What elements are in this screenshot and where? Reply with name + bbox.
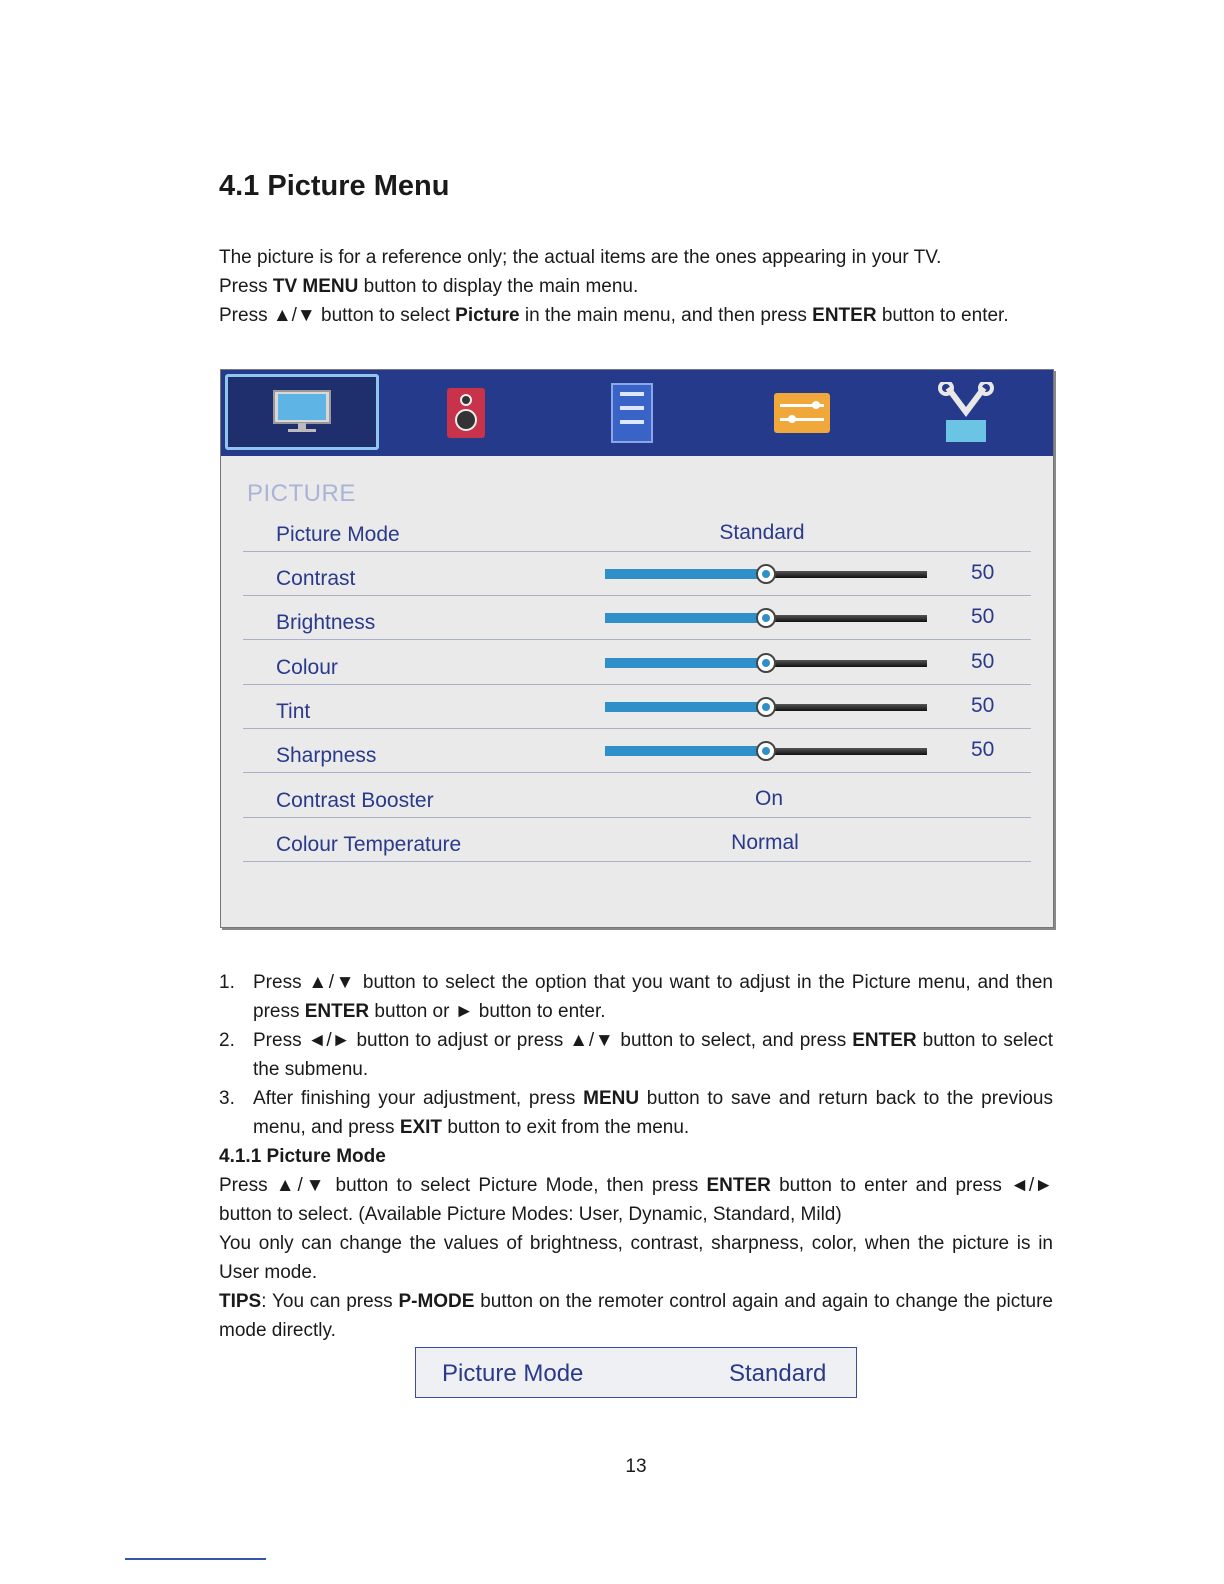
menu-row-label: Colour Temperature <box>276 833 462 856</box>
menu-row-colour[interactable] <box>243 640 1031 685</box>
menu-row-label: Brightness <box>276 611 376 634</box>
tv-menu-screenshot <box>220 369 1054 928</box>
menu-row-label: Sharpness <box>276 744 377 767</box>
step-text: button to select the submenu. <box>253 1030 1053 1080</box>
step-number: 2. <box>219 1030 235 1051</box>
intro-line-3-post: button to enter. <box>876 305 1009 326</box>
menu-row-brightness[interactable] <box>243 595 1031 640</box>
steps-list <box>219 968 1053 1142</box>
tips-pre: : You can press <box>261 1291 399 1312</box>
colour-slider[interactable] <box>605 654 927 672</box>
tips-bold: P-MODE <box>398 1291 475 1312</box>
page-title: 4.1 Picture Menu <box>219 170 450 202</box>
contrast-slider[interactable] <box>605 565 927 583</box>
step-item <box>219 1084 1053 1142</box>
step-bold: ENTER <box>852 1030 917 1051</box>
step-item <box>219 1026 1053 1084</box>
picture-tab-icon <box>271 389 333 435</box>
feature-tab[interactable] <box>727 370 877 456</box>
menu-row-number: 50 <box>971 650 995 673</box>
sharpness-slider[interactable] <box>605 742 927 760</box>
menu-row-contrast[interactable] <box>243 551 1031 596</box>
step-text: After finishing your adjustment, press <box>253 1088 584 1109</box>
menu-row-label: Colour <box>276 656 338 679</box>
slider-knob[interactable] <box>756 564 776 584</box>
slider-fill <box>605 746 766 756</box>
step-text: button or ► button to enter. <box>369 1001 606 1022</box>
step-text: Press ◄/► button to adjust or press ▲/▼ button to select, and press <box>253 1030 853 1051</box>
sub-p1-pre: Press ▲/▼ button to select Picture Mode, then press <box>219 1175 707 1196</box>
step-item <box>219 968 1053 1026</box>
sub-p1-bold: ENTER <box>706 1175 771 1196</box>
menu-row-value: On <box>754 787 783 810</box>
step-number: 1. <box>219 972 235 993</box>
subsection-heading: 4.1.1 Picture Mode <box>219 1146 386 1167</box>
intro-line-3-mid: in the main menu, and then press <box>519 305 813 326</box>
intro-enter-bold: ENTER <box>812 305 877 326</box>
intro-picture-bold: Picture <box>455 305 520 326</box>
step-bold: ENTER <box>304 1001 370 1022</box>
sub-p2: You only can change the values of brightness, contrast, sharpness, color, when the picture is in User mode. <box>219 1233 1053 1283</box>
setup-tab-icon <box>934 382 998 444</box>
slider-knob[interactable] <box>756 697 776 717</box>
slider-track <box>766 704 927 711</box>
picture-mode-box[interactable] <box>415 1347 857 1398</box>
slider-knob[interactable] <box>756 741 776 761</box>
menu-row-contrast-booster[interactable] <box>243 773 1031 818</box>
picture-mode-box-value: Standard <box>729 1360 827 1387</box>
tips-label: TIPS <box>219 1291 262 1312</box>
menu-row-value: Standard <box>719 521 805 544</box>
menu-row-number: 50 <box>971 605 995 628</box>
picture-mode-box-label: Picture Mode <box>442 1360 584 1387</box>
menu-row-sharpness[interactable] <box>243 728 1031 773</box>
tint-slider[interactable] <box>605 698 927 716</box>
menu-row-number: 50 <box>971 694 995 717</box>
slider-fill <box>605 569 766 579</box>
picture-tab[interactable] <box>225 374 379 450</box>
slider-knob[interactable] <box>756 608 776 628</box>
menu-row-number: 50 <box>971 738 995 761</box>
intro-paragraph <box>219 243 1053 330</box>
tv-menu-tab-bar <box>221 370 1053 456</box>
setup-tab[interactable] <box>891 370 1041 456</box>
menu-row-tint[interactable] <box>243 684 1031 729</box>
intro-tv-menu-bold: TV MENU <box>272 276 359 297</box>
slider-fill <box>605 613 766 623</box>
slider-track <box>766 660 927 667</box>
picture-mode-section <box>219 1142 1053 1345</box>
channel-tab[interactable] <box>557 370 707 456</box>
menu-row-value: Normal <box>731 831 799 854</box>
slider-track <box>766 748 927 755</box>
channel-tab-icon <box>608 382 656 444</box>
sound-tab-icon <box>445 386 487 440</box>
menu-section-title: PICTURE <box>247 480 356 507</box>
sub-p1-post: button to enter and press ◄/► button to select. (Available Picture Modes: User, Dynamic, Standard, Mild) <box>219 1175 1054 1225</box>
menu-row-number: 50 <box>971 561 995 584</box>
menu-row-picture-mode[interactable] <box>243 507 1031 552</box>
feature-tab-icon <box>772 391 832 435</box>
step-text: button to save and return back to the previous menu, and press <box>253 1088 1053 1138</box>
intro-line-2-post: button to display the main menu. <box>358 276 639 297</box>
intro-line-1: The picture is for a reference only; the actual items are the ones appearing in your TV. <box>219 247 942 268</box>
menu-row-label: Contrast Booster <box>276 789 434 812</box>
menu-row-colour-temperature[interactable] <box>243 817 1031 862</box>
slider-fill <box>605 658 766 668</box>
step-number: 3. <box>219 1088 235 1109</box>
step-bold: MENU <box>583 1088 640 1109</box>
tips-post: button on the remoter control again and again to change the picture mode directly. <box>219 1291 1053 1341</box>
slider-track <box>766 615 927 622</box>
footer-rule <box>125 1558 266 1560</box>
menu-row-label: Contrast <box>276 567 356 590</box>
sound-tab[interactable] <box>391 370 541 456</box>
intro-line-3-pre: Press ▲/▼ button to select <box>219 305 456 326</box>
slider-fill <box>605 702 766 712</box>
slider-track <box>766 571 927 578</box>
step-text: button to exit from the menu. <box>442 1117 690 1138</box>
intro-line-2-pre: Press <box>219 276 273 297</box>
menu-row-label: Tint <box>276 700 311 723</box>
menu-row-label: Picture Mode <box>276 523 400 546</box>
step-bold: EXIT <box>399 1117 443 1138</box>
brightness-slider[interactable] <box>605 609 927 627</box>
step-text: Press ▲/▼ button to select the option that you want to adjust in the Picture menu, and then press <box>253 972 1053 1022</box>
page-number: 13 <box>625 1456 647 1477</box>
slider-knob[interactable] <box>756 653 776 673</box>
